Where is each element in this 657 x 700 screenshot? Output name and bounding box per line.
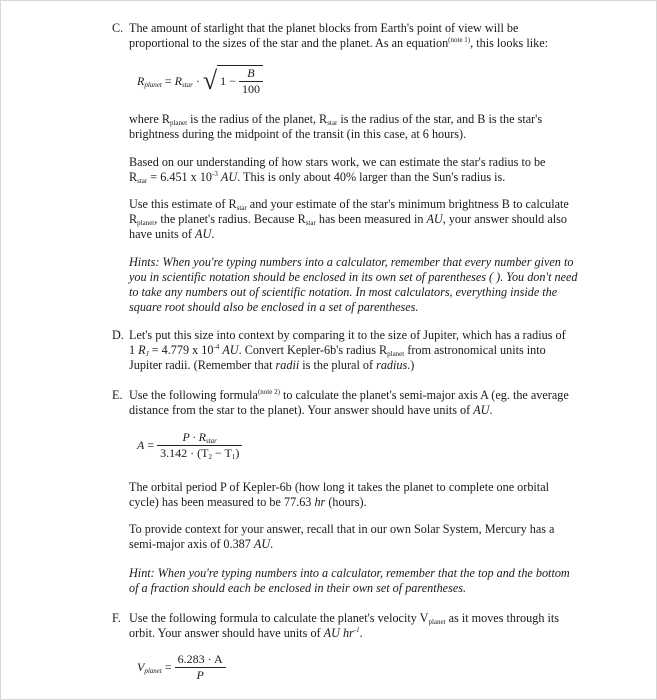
hint-line: square root should also be enclosed in a set of parentheses. [129,300,419,314]
text-span: , this looks like: [470,36,549,50]
section-e-paragraph-2 [129,480,549,510]
section-e-letter: E. [112,388,123,402]
section-e-paragraph-1 [129,388,569,418]
eq-operator: · [195,73,200,88]
fraction-denominator: 100 [239,81,263,97]
eq-subscript: star [181,80,193,89]
eq-subscript: planet [144,667,162,675]
section-f-paragraph [129,611,559,641]
text-line: distance from the star to the planet). Your answer should have units of AU. [129,403,493,417]
section-d-paragraph [129,328,566,373]
section-c-hints [129,255,578,315]
sqrt-body [217,65,263,97]
eq-symbol: V [137,660,145,674]
section-c-letter: C. [112,21,124,35]
eq-term: 1 − [220,74,236,88]
section-c-paragraph-1 [129,21,548,51]
sqrt-sign-icon: √ [202,66,218,95]
section-f-letter: F. [112,611,121,625]
fraction [157,430,242,461]
fraction-numerator: $P \cdot R_{star}$ [182,430,217,445]
fraction-denominator: P [175,667,226,683]
text-line: brightness during the midpoint of the transit (in this case, at 6 hours). [129,127,467,141]
eq-symbol: R [174,73,182,88]
footnote-ref-2[interactable]: (note 2) [257,388,280,396]
text-line: orbit. Your answer should have units of AU $hr^{-1}$. [129,626,363,640]
hint-line: you in scientific notation should be enclosed in its own set of parentheses ( ). You don't need [129,270,578,284]
text-line: $R_{planet}$, the planet's radius. Because $R_{star}$ has been measured in AU, your answer should also [129,212,567,227]
text-line: 1 $R_J = 4.779$ x $10^{-4}$ AU. Convert Kepler-6b's radius $R_{planet}$ from astronomical units into [129,343,546,358]
hint-line: of a fraction should each be enclosed in their own set of parentheses. [129,581,467,595]
eq-operator: = [164,73,172,88]
text-line: To provide context for your answer, recall that in our own Solar System, Mercury has a [129,522,555,536]
section-c-paragraph-3 [129,155,545,185]
equation-planet-radius [137,65,263,97]
text-line: The orbital period P of Kepler-6b (how long it takes the planet to complete one orbital [129,480,549,494]
text-line: semi-major axis of 0.387 AU. [129,537,274,551]
eq-operator: = [147,438,155,452]
hint-line: Hints: When you're typing numbers into a calculator, remember that every number given to [129,255,574,269]
fraction-numerator: B [247,66,255,80]
eq-symbol: A [137,438,145,452]
section-e-hint [129,566,570,596]
text-line: have units of AU. [129,227,215,241]
eq-symbol: R [137,73,145,88]
text-line: where $R_{planet}$ is the radius of the planet, $R_{star}$ is the radius of the star, and B is the star's [129,112,543,127]
eq-subscript: planet [144,80,162,89]
text-line: $R_{star} = 6.451$ x $10^{-3}$ AU. This is only about 40% larger than the Sun's radius is. [129,170,506,185]
text-line: Use the following formula to calculate the planet's velocity $V_{planet}$ as it moves through its [129,611,559,626]
section-e-paragraph-3 [129,522,554,552]
section-d-letter: D. [112,328,124,342]
fraction [175,652,226,683]
text-line: The amount of starlight that the planet blocks from Earth's point of view will be [129,21,519,35]
section-c-paragraph-4 [129,197,569,242]
text-line: Use the following formula$^{(note 2)}$ to calculate the planet's semi-major axis A (eg. the average [129,388,569,402]
text-line: Let's put this size into context by comparing it to the size of Jupiter, which has a radius of [129,328,566,342]
fraction-denominator: $3.142 \cdot (T_2 - T_1)$ [157,445,242,461]
hint-line: to take any numbers out of scientific notation. In most calculators, everything inside the [129,285,558,299]
hint-line: Hint: When you're typing numbers into a calculator, remember that the top and the bottom [129,566,570,580]
text-line: Jupiter radii. (Remember that radii is the plural of radius.) [129,358,415,372]
text-line: cycle) has been measured to be 77.63 hr (hours). [129,495,367,509]
fraction [239,66,263,97]
text-span: proportional to the sizes of the star and the planet. As an equation [129,36,449,50]
fraction-numerator: 6.283 · A [177,652,223,666]
equation-velocity [137,652,226,683]
text-line [129,36,548,51]
eq-operator: = [164,660,172,674]
text-line: Use this estimate of $R_{star}$ and your estimate of the star's minimum brightness B to calculate [129,197,569,212]
footnote-ref-1[interactable]: (note 1) [448,36,471,44]
text-line: Based on our understanding of how stars work, we can estimate the star's radius to be [129,155,546,169]
section-c-paragraph-2 [129,112,542,142]
equation-semi-major-axis [137,430,242,461]
